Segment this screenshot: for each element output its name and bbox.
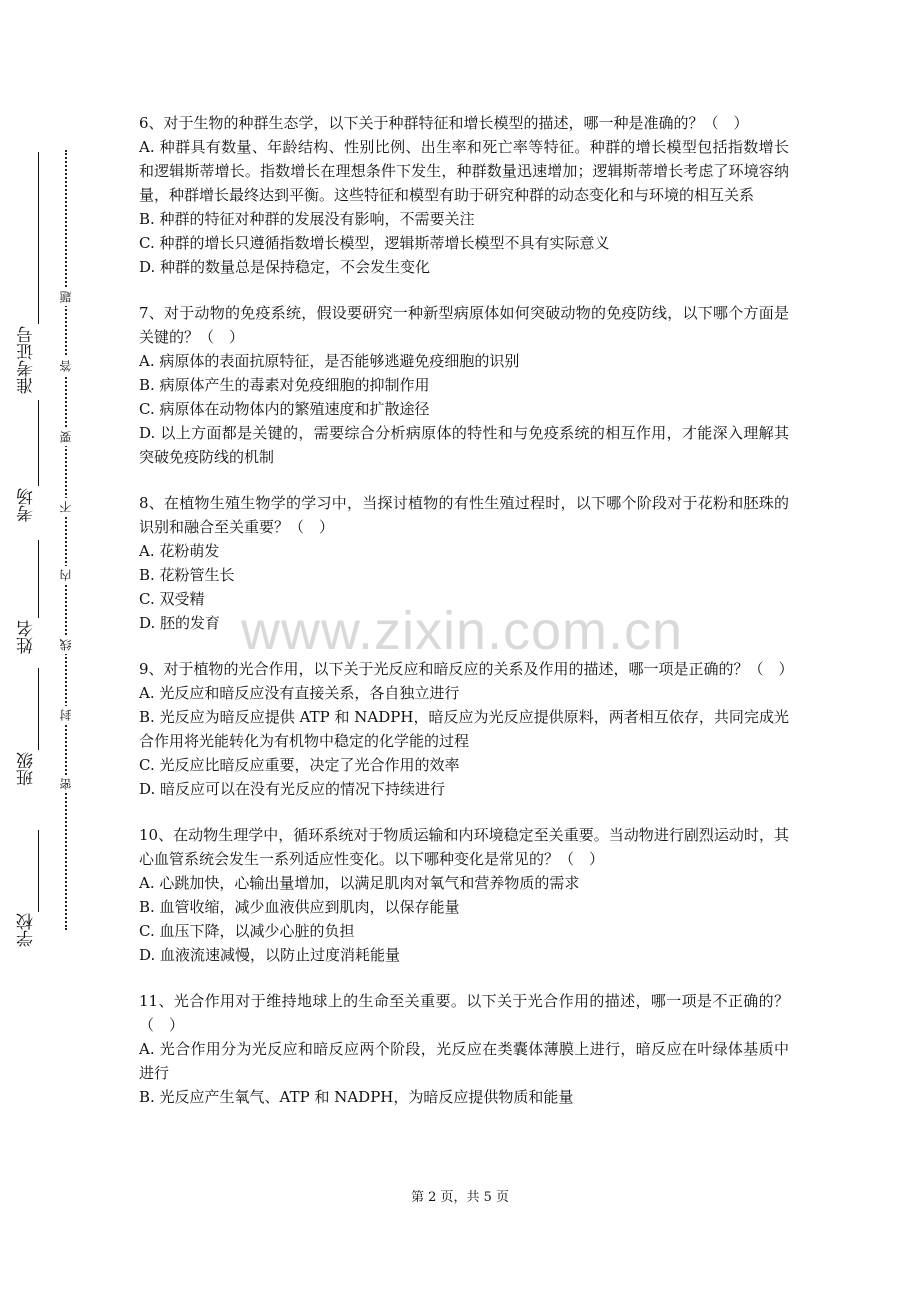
option-b: B. 病原体产生的毒素对免疫细胞的抑制作用 [139, 376, 430, 394]
option-c: C. 种群的增长只遵循指数增长模型，逻辑斯蒂增长模型不具有实际意义 [139, 234, 610, 252]
option-d: D. 种群的数量总是保持稳定，不会发生变化 [139, 258, 431, 276]
question-11 [139, 989, 789, 1109]
option-c: C. 双受精 [139, 590, 205, 608]
question-9 [139, 657, 794, 801]
page-footer: 第 2 页，共 5 页 [410, 1190, 510, 1205]
option-c: C. 光反应比暗反应重要，决定了光合作用的效率 [139, 756, 460, 774]
option-a: A. 光合作用分为光反应和暗反应两个阶段，光反应在类囊体薄膜上进行，暗反应在叶绿体基质中进行 [139, 1040, 789, 1082]
option-c: C. 病原体在动物体内的繁殖速度和扩散途径 [139, 400, 430, 418]
seal-char: 内 [57, 566, 75, 584]
option-a: A. 心跳加快，心输出量增加，以满足肌肉对氧气和营养物质的需求 [139, 874, 580, 892]
school-line [38, 830, 39, 912]
option-b: B. 光反应为暗反应提供 ATP 和 NADPH，暗反应为光反应提供原料，两者相互依存，共同完成光合作用将光能转化为有机物中稳定的化学能的过程 [139, 708, 789, 750]
question-stem: 9、对于植物的光合作用，以下关于光反应和暗反应的关系及作用的描述，哪一项是正确的？（ ） [139, 660, 794, 678]
option-a: A. 花粉萌发 [139, 542, 220, 560]
seal-char: 不 [57, 498, 75, 516]
option-d: D. 以上方面都是关键的，需要综合分析病原体的特性和与免疫系统的相互作用，才能深入理解其突破免疫防线的机制 [139, 424, 789, 466]
option-d: D. 暗反应可以在没有光反应的情况下持续进行 [139, 780, 446, 798]
option-d: D. 血液流速减慢，以防止过度消耗能量 [139, 946, 401, 964]
question-list [139, 111, 794, 1131]
exam-id-line [38, 152, 39, 324]
school-label: 学校 [17, 913, 37, 947]
watermark: www.zixin.com.cn [240, 601, 684, 661]
option-b: B. 血管收缩，减少血液供应到肌肉，以保存能量 [139, 898, 460, 916]
question-10 [139, 823, 789, 967]
name-label: 姓名 [17, 620, 37, 654]
exam-room-label: 考场 [17, 488, 37, 522]
name-line [38, 540, 39, 618]
class-label: 班级 [17, 752, 37, 786]
option-d: D. 胚的发育 [139, 614, 221, 632]
option-b: B. 种群的特征对种群的发展没有影响，不需要关注 [139, 210, 475, 228]
exam-id-label: 准考证号 [17, 326, 37, 394]
question-stem: 6、对于生物的种群生态学，以下关于种群特征和增长模型的描述，哪一种是准确的？（ ） [139, 114, 749, 132]
option-a: A. 光反应和暗反应没有直接关系，各自独立进行 [139, 684, 460, 702]
seal-char: 题 [57, 288, 75, 306]
seal-char: 密 [57, 775, 75, 793]
option-b: B. 光反应产生氧气、ATP 和 NADPH，为暗反应提供物质和能量 [139, 1088, 574, 1106]
question-7 [139, 301, 789, 469]
question-stem: 7、对于动物的免疫系统，假设要研究一种新型病原体如何突破动物的免疫防线，以下哪个方面是关键的？（ ） [139, 304, 789, 346]
question-stem: 8、在植物生殖生物学的学习中，当探讨植物的有性生殖过程时，以下哪个阶段对于花粉和胚珠的识别和融合至关重要？（ ） [139, 494, 789, 536]
question-stem: 10、在动物生理学中，循环系统对于物质运输和内环境稳定至关重要。当动物进行剧烈运动时，其心血管系统会发生一系列适应性变化。以下哪种变化是常见的？（ ） [139, 826, 789, 868]
class-line [38, 668, 39, 750]
seal-char: 线 [57, 636, 75, 654]
seal-char: 要 [57, 428, 75, 446]
binding-margin [0, 0, 73, 1302]
seal-dotted-line [65, 150, 67, 930]
question-8 [139, 491, 789, 635]
seal-char: 封 [57, 706, 75, 724]
question-6 [139, 111, 789, 279]
option-a: A. 种群具有数量、年龄结构、性别比例、出生率和死亡率等特征。种群的增长模型包括指数增长和逻辑斯蒂增长。指数增长在理想条件下发生，种群数量迅速增加；逻辑斯蒂增长考虑了环境容纳量，种群增长最终达到平衡。这些特征和模型有助于研究种群的动态变化和与环境的相互关系 [139, 138, 789, 204]
option-b: B. 花粉管生长 [139, 566, 235, 584]
option-a: A. 病原体的表面抗原特征，是否能够逃避免疫细胞的识别 [139, 352, 520, 370]
exam-room-line [38, 400, 39, 486]
option-c: C. 血压下降，以减少心脏的负担 [139, 922, 355, 940]
question-stem: 11、光合作用对于维持地球上的生命至关重要。以下关于光合作用的描述，哪一项是不正确的？（ ） [139, 992, 789, 1034]
seal-char: 答 [57, 357, 75, 375]
